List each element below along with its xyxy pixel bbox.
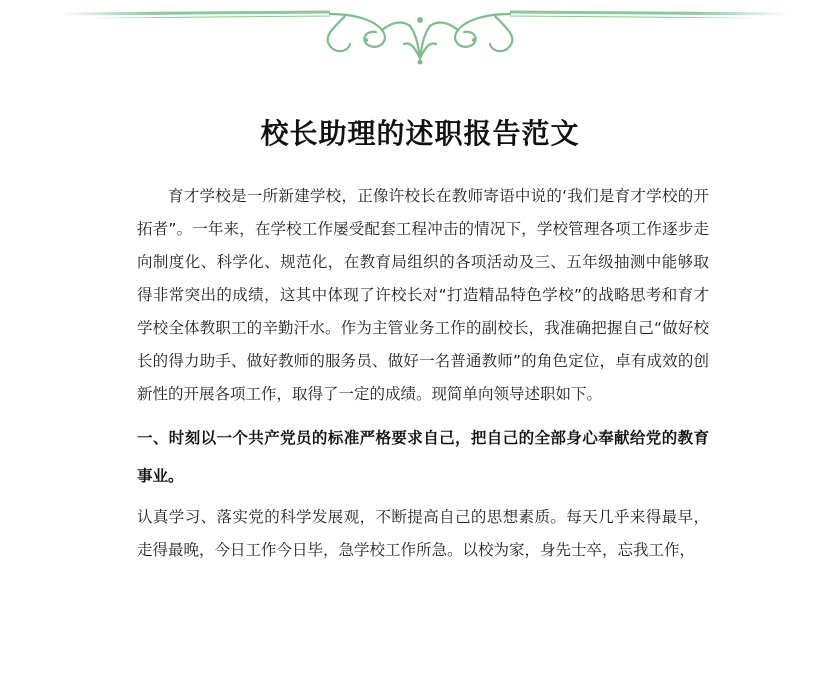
ornament-rule-right	[510, 12, 790, 18]
document-body	[137, 180, 709, 567]
page-title: 校长助理的述职报告范文	[260, 117, 580, 150]
intro-paragraph: 育才学校是一所新建学校，正像许校长在教师寄语中说的‘我们是育才学校的开拓者”。一年来，在学校工作屡受配套工程冲击的情况下，学校管理各项工作逐步走向制度化、科学化、规范化，在教育局组织的各项活动及三、五年级抽测中能够取得非常突出的成绩，这其中体现了许校长对“打造精品特色学校”的战略思考和育才学校全体教职工的辛勤汗水。作为主管业务工作的副校长，我准确把握自己“做好校长的得力助手、做好教师的服务员、做好一名普通教师”的角色定位，卓有成效的创新性的开展各项工作，取得了一定的成绩。现简单向领导述职如下。	[137, 187, 709, 403]
section-paragraph: 认真学习、落实党的科学发展观，不断提高自己的思想素质。每天几乎来得最早，走得最晚，今日工作今日毕，急学校工作所急。以校为家，身先士卒，忘我工作，	[137, 508, 709, 559]
section-heading: 一、时刻以一个共产党员的标准严格要求自己，把自己的全部身心奉献给党的教育事业。	[137, 429, 709, 485]
header-ornament-icon	[0, 0, 840, 70]
ornament-rule-left	[60, 12, 330, 18]
